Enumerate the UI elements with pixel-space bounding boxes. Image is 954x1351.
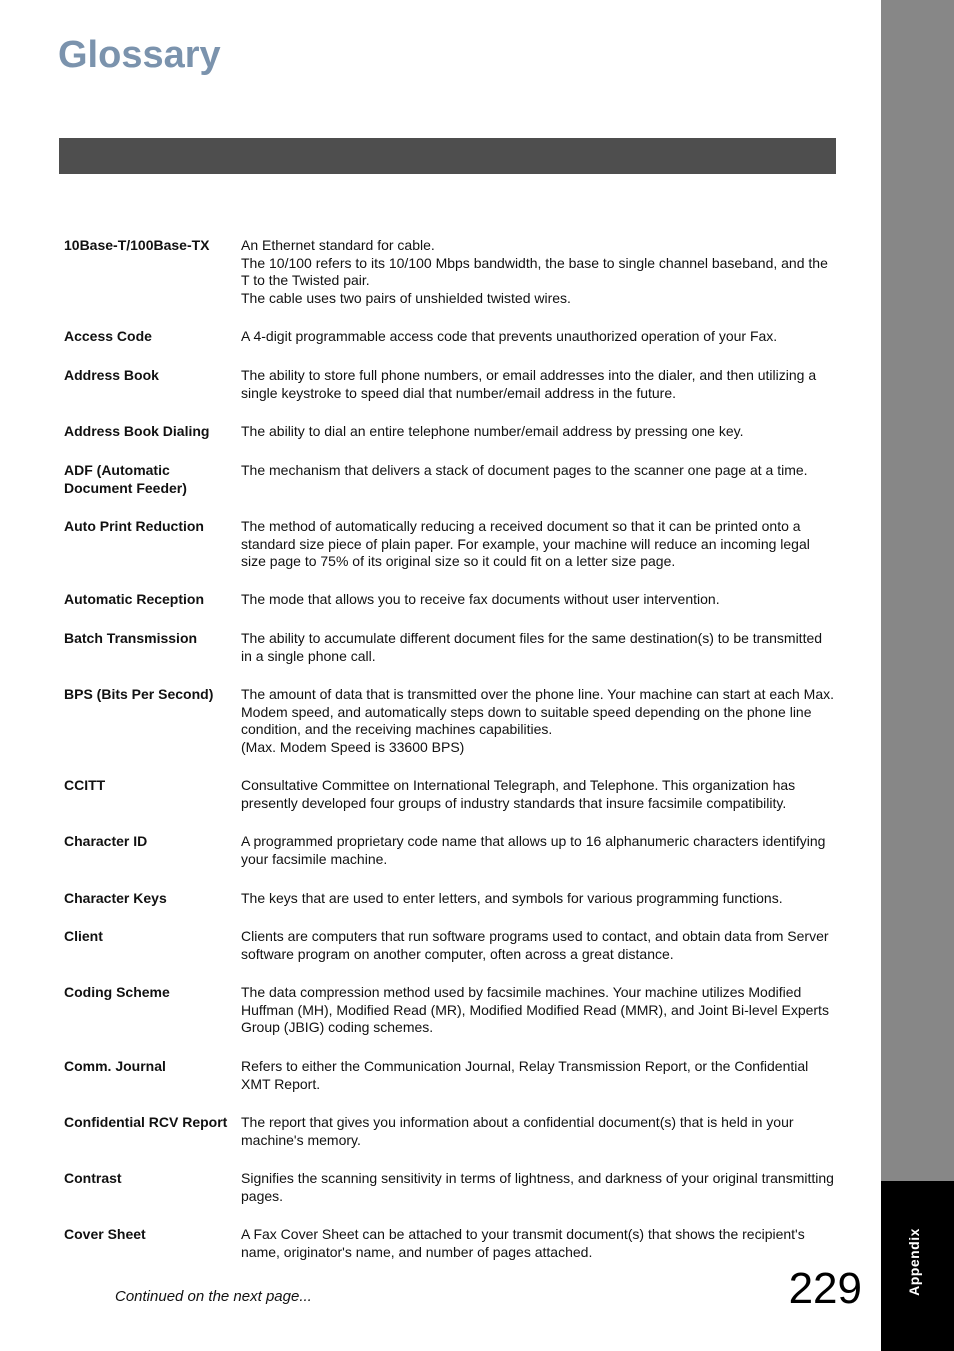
glossary-definition <box>241 237 834 307</box>
glossary-entry <box>64 1114 834 1149</box>
definition-line: A programmed proprietary code name that allows up to 16 alphanumeric characters identifying your facsimile machine. <box>241 833 826 867</box>
glossary-entry <box>64 1226 834 1261</box>
glossary-definition <box>241 1226 834 1261</box>
glossary-term: Character ID <box>64 833 148 849</box>
definition-line: The data compression method used by facsimile machines. Your machine utilizes Modified Huffman (MH), Modified Read (MR), Modified Modified Read (MMR), and Joint Bi-level Experts Group (JBIG) coding schemes. <box>241 984 829 1035</box>
glossary-entry <box>64 518 834 571</box>
glossary-entry <box>64 890 834 908</box>
glossary-term: CCITT <box>64 777 106 793</box>
glossary-entry <box>64 630 834 665</box>
definition-line: A 4-digit programmable access code that prevents unauthorized operation of your Fax. <box>241 328 778 344</box>
glossary-entry <box>64 1170 834 1205</box>
glossary-definition <box>241 518 834 571</box>
glossary-definition <box>241 1058 834 1093</box>
definition-line: The ability to accumulate different document files for the same destination(s) to be transmitted in a single phone call. <box>241 630 823 664</box>
glossary-definition <box>241 833 834 868</box>
glossary-entry <box>64 984 834 1037</box>
glossary-entry <box>64 777 834 812</box>
definition-line: The cable uses two pairs of unshielded twisted wires. <box>241 289 571 306</box>
glossary-term: Cover Sheet <box>64 1226 146 1242</box>
glossary-term: Address Book <box>64 367 159 383</box>
definition-line: (Max. Modem Speed is 33600 BPS) <box>241 738 465 755</box>
definition-line: Clients are computers that run software programs used to contact, and obtain data from Server software program on another computer, often across a great distance. <box>241 928 829 962</box>
definition-line: Refers to either the Communication Journal, Relay Transmission Report, or the Confidential XMT Report. <box>241 1058 809 1092</box>
glossary-entry <box>64 237 834 307</box>
page-number: 229 <box>788 1264 862 1313</box>
glossary-term: Confidential RCV Report <box>64 1114 228 1130</box>
glossary-term: Auto Print Reduction <box>64 518 204 534</box>
glossary-definition <box>241 367 834 402</box>
glossary-definition <box>241 686 834 756</box>
glossary-term: Address Book Dialing <box>64 423 210 439</box>
glossary-entry <box>64 328 834 346</box>
section-header-bar <box>59 138 836 174</box>
definition-line: The method of automatically reducing a received document so that it can be printed onto a standard size piece of plain paper. For example, your machine will reduce an incoming legal size page to 75% of its original size so it could fit on a letter size page. <box>241 518 810 569</box>
glossary-entry <box>64 928 834 963</box>
glossary-definition <box>241 423 834 441</box>
glossary-entry <box>64 686 834 756</box>
definition-line: Consultative Committee on International Telegraph, and Telephone. This organization has presently developed four groups of industry standards that insure facsimile compatibility. <box>241 777 796 811</box>
glossary-term: Character Keys <box>64 890 167 906</box>
glossary-term: Comm. Journal <box>64 1058 166 1074</box>
glossary-term: ADF (Automatic Document Feeder) <box>64 462 187 496</box>
definition-line: An Ethernet standard for cable. <box>241 237 435 253</box>
glossary-entry <box>64 591 834 609</box>
glossary-entry <box>64 833 834 868</box>
page-title: Glossary <box>58 34 221 76</box>
glossary-definition <box>241 928 834 963</box>
glossary-term: Access Code <box>64 328 152 344</box>
definition-line: The report that gives you information about a confidential document(s) that is held in your machine's memory. <box>241 1114 794 1148</box>
glossary-term: Automatic Reception <box>64 591 205 607</box>
glossary-term: Batch Transmission <box>64 630 198 646</box>
definition-line: A Fax Cover Sheet can be attached to your transmit document(s) that shows the recipient's name, originator's name, and number of pages attached. <box>241 1226 805 1260</box>
glossary-definition <box>241 591 834 609</box>
glossary-entry <box>64 1058 834 1093</box>
glossary-definition <box>241 984 834 1037</box>
glossary-definition <box>241 1114 834 1149</box>
side-tab <box>881 0 954 1181</box>
glossary-definition <box>241 462 834 480</box>
glossary-definition <box>241 1170 834 1205</box>
definition-line: The 10/100 refers to its 10/100 Mbps bandwidth, the base to single channel baseband, and the T to the Twisted pair. <box>241 254 828 288</box>
definition-line: The mechanism that delivers a stack of document pages to the scanner one page at a time. <box>241 462 808 478</box>
continued-note: Continued on the next page... <box>115 1288 312 1305</box>
glossary-term: Contrast <box>64 1170 122 1186</box>
glossary-definition <box>241 777 834 812</box>
definition-line: The amount of data that is transmitted over the phone line. Your machine can start at each Max. Modem speed, and automatically steps down to suitable speed depending on the phone line condition, and the receiving machines capabilities. <box>241 686 835 737</box>
glossary-term: 10Base-T/100Base-TX <box>64 237 210 253</box>
glossary-term: BPS (Bits Per Second) <box>64 686 214 702</box>
glossary-entry <box>64 367 834 402</box>
definition-line: Signifies the scanning sensitivity in terms of lightness, and darkness of your original transmitting pages. <box>241 1170 834 1204</box>
glossary-term: Client <box>64 928 103 944</box>
glossary-term: Coding Scheme <box>64 984 170 1000</box>
definition-line: The ability to store full phone numbers, or email addresses into the dialer, and then utilizing a single keystroke to speed dial that number/email address in the future. <box>241 367 817 401</box>
glossary-definition <box>241 630 834 665</box>
glossary-definition <box>241 890 834 908</box>
glossary-entry <box>64 462 834 496</box>
glossary-definition <box>241 328 834 346</box>
side-tab-label: Appendix <box>906 1228 922 1296</box>
glossary-entry <box>64 423 834 441</box>
definition-line: The keys that are used to enter letters, and symbols for various programming functions. <box>241 890 783 906</box>
definition-line: The ability to dial an entire telephone number/email address by pressing one key. <box>241 423 744 439</box>
definition-line: The mode that allows you to receive fax documents without user intervention. <box>241 591 720 607</box>
